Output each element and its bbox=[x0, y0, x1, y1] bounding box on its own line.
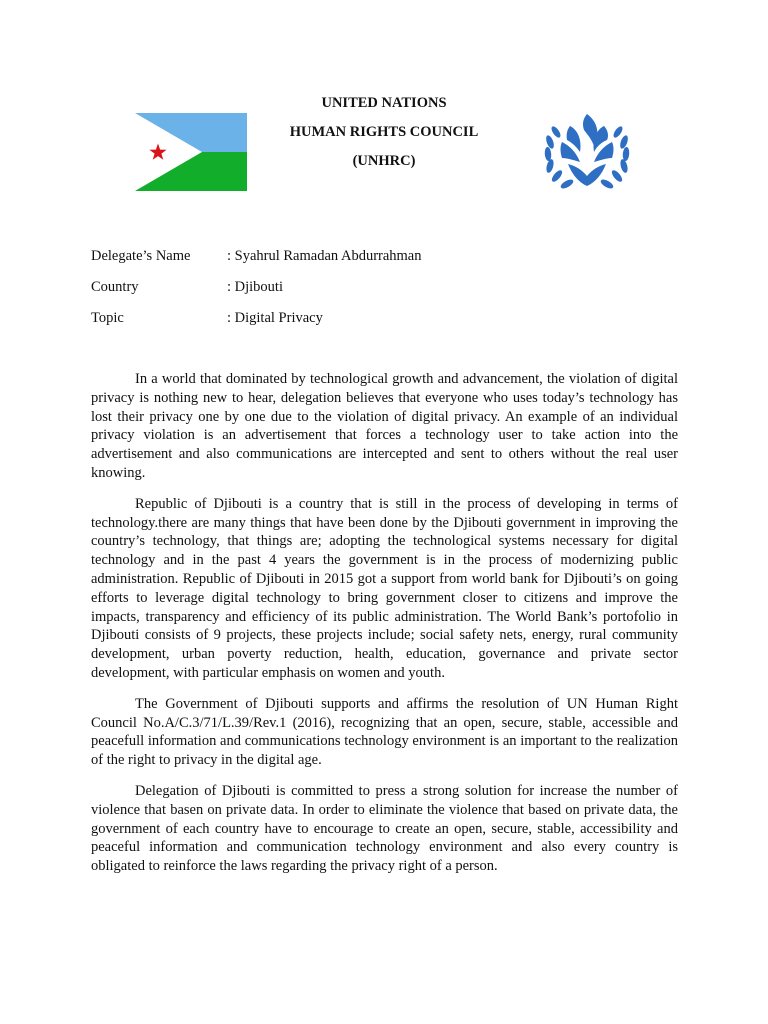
topic-label: Topic bbox=[91, 310, 124, 326]
unhrc-emblem-icon bbox=[540, 108, 634, 194]
title-line-2: HUMAN RIGHTS COUNCIL bbox=[289, 124, 479, 140]
info-row-delegate bbox=[91, 246, 691, 277]
delegate-name-label: Delegate’s Name bbox=[91, 248, 191, 264]
paragraph-2: Republic of Djibouti is a country that is still in the process of developing in terms of technology.there are many things that have been done by the Djibouti government in improving the country’s technology, that things are; adopting the technological systems necessary for digital technology and in the past 4 years the government is in the process of modernizing public administration. Republic of Djibouti in 2015 got a support from world bank for Djibouti’s on going efforts to leverage digital technology to bring government closer to citizens and improve the impacts, transparency and efficiency of its public administration. The World Bank’s portofolio in Djibouti consists of 9 projects, these projects include; social safety nets, energy, rural community development, urban poverty reduction, health, education, governance and private sector development, with particular emphasis on women and youth. bbox=[91, 495, 678, 681]
delegate-name-value: : Syahrul Ramadan Abdurrahman bbox=[227, 248, 422, 264]
position-paper-body bbox=[91, 370, 678, 888]
country-value: : Djibouti bbox=[227, 279, 283, 295]
emblem-flame bbox=[561, 114, 614, 186]
council-title bbox=[250, 94, 518, 181]
info-row-country bbox=[91, 277, 691, 308]
paragraph-4: Delegation of Djibouti is committed to press a strong solution for increase the number of violence that basen on private data. In order to eliminate the violence that based on private data, the government of each country have to encourage to create an open, secure, stable, accessibility and peaceful information and communication technology environment and also every country is obligated to reinforce the laws regarding the privacy right of a person. bbox=[91, 782, 678, 875]
title-line-1: UNITED NATIONS bbox=[321, 95, 447, 111]
topic-value: : Digital Privacy bbox=[227, 310, 323, 326]
title-line-3: (UNHRC) bbox=[352, 153, 416, 169]
paragraph-3: The Government of Djibouti supports and affirms the resolution of UN Human Right Council No.A/C.3/71/L.39/Rev.1 (2016), recognizing that an open, secure, stable, accessible and peacefull information and communications technology environment is an important to the realization of the right to privacy in the digital age. bbox=[91, 695, 678, 769]
djibouti-flag-icon bbox=[135, 113, 247, 191]
country-label: Country bbox=[91, 279, 139, 295]
delegate-info bbox=[91, 246, 691, 339]
info-row-topic bbox=[91, 308, 691, 339]
paragraph-1: In a world that dominated by technological growth and advancement, the violation of digital privacy is nothing new to hear, delegation believes that everyone who uses today’s technology has lost their privacy one by one due to the violation of digital privacy. An example of an individual privacy violation is an advertisement that forces a technology user to take action into the advertisement and also communications are intercepted and sent to others without the real user knowing. bbox=[91, 371, 678, 481]
